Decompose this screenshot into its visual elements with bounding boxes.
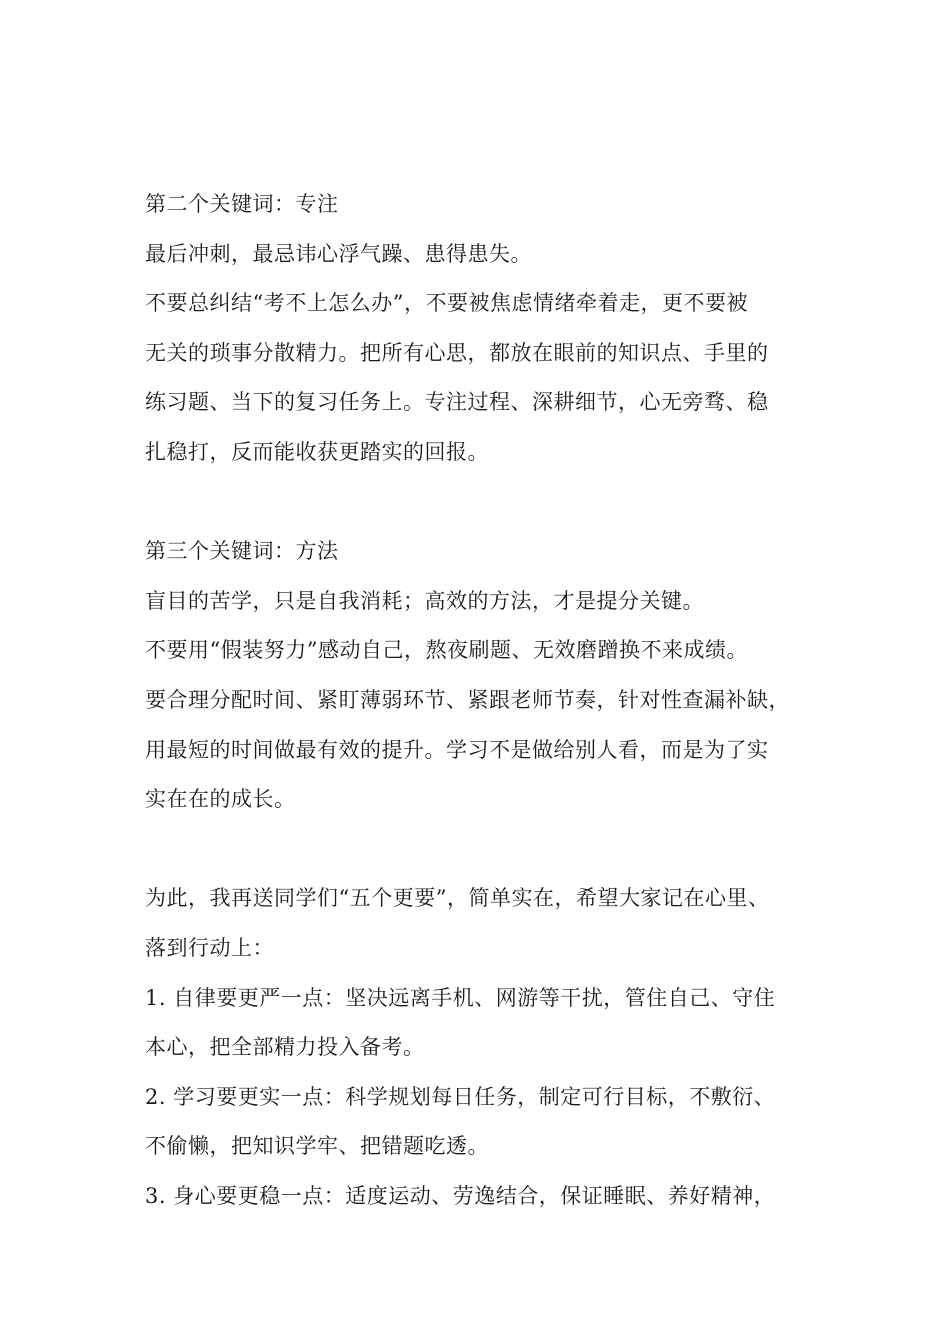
list-item-line: 3. 身心要更稳一点：适度运动、劳逸结合，保证睡眠、养好精神， — [145, 1183, 776, 1208]
paragraph-line: 扎稳打，反而能收获更踏实的回报。 — [145, 439, 489, 464]
document-body — [145, 180, 835, 1221]
list-item-line: 1. 自律要更严一点：坚决远离手机、网游等干扰，管住自己、守住 — [145, 985, 776, 1010]
paragraph-line: 不要用“假装努力”感动自己，熬夜刷题、无效磨蹭换不来成绩。 — [145, 638, 748, 663]
paragraph-line: 最后冲刺，最忌讳心浮气躁、患得患失。 — [145, 241, 532, 266]
closing-line: 为此，我再送同学们“五个更要”，简单实在，希望大家记在心里、 — [145, 886, 770, 911]
paragraph-line: 练习题、当下的复习任务上。专注过程、深耕细节，心无旁骛、稳 — [145, 390, 769, 415]
list-item-line: 不偷懒，把知识学牢、把错题吃透。 — [145, 1134, 489, 1159]
paragraph-line: 盲目的苦学，只是自我消耗；高效的方法，才是提分关键。 — [145, 588, 704, 613]
paragraph-line: 用最短的时间做最有效的提升。学习不是做给别人看，而是为了实 — [145, 737, 769, 762]
paragraph-line: 不要总纠结“考不上怎么办”，不要被焦虑情绪牵着走，更不要被 — [145, 291, 748, 316]
paragraph-line: 无关的琐事分散精力。把所有心思，都放在眼前的知识点、手里的 — [145, 340, 769, 365]
paragraph-line: 实在在的成长。 — [145, 787, 296, 812]
closing-line: 落到行动上： — [145, 935, 274, 960]
paragraph-line: 要合理分配时间、紧盯薄弱环节、紧跟老师节奏，针对性查漏补缺， — [145, 687, 790, 712]
paragraph-spacer — [145, 825, 835, 875]
section-heading-focus: 第二个关键词：专注 — [145, 192, 339, 216]
paragraph-spacer — [145, 478, 835, 528]
section-heading-method: 第三个关键词：方法 — [145, 539, 339, 564]
list-item-line: 2. 学习要更实一点：科学规划每日任务，制定可行目标，不敷衍、 — [145, 1084, 776, 1109]
list-item-line: 本心，把全部精力投入备考。 — [145, 1035, 425, 1060]
